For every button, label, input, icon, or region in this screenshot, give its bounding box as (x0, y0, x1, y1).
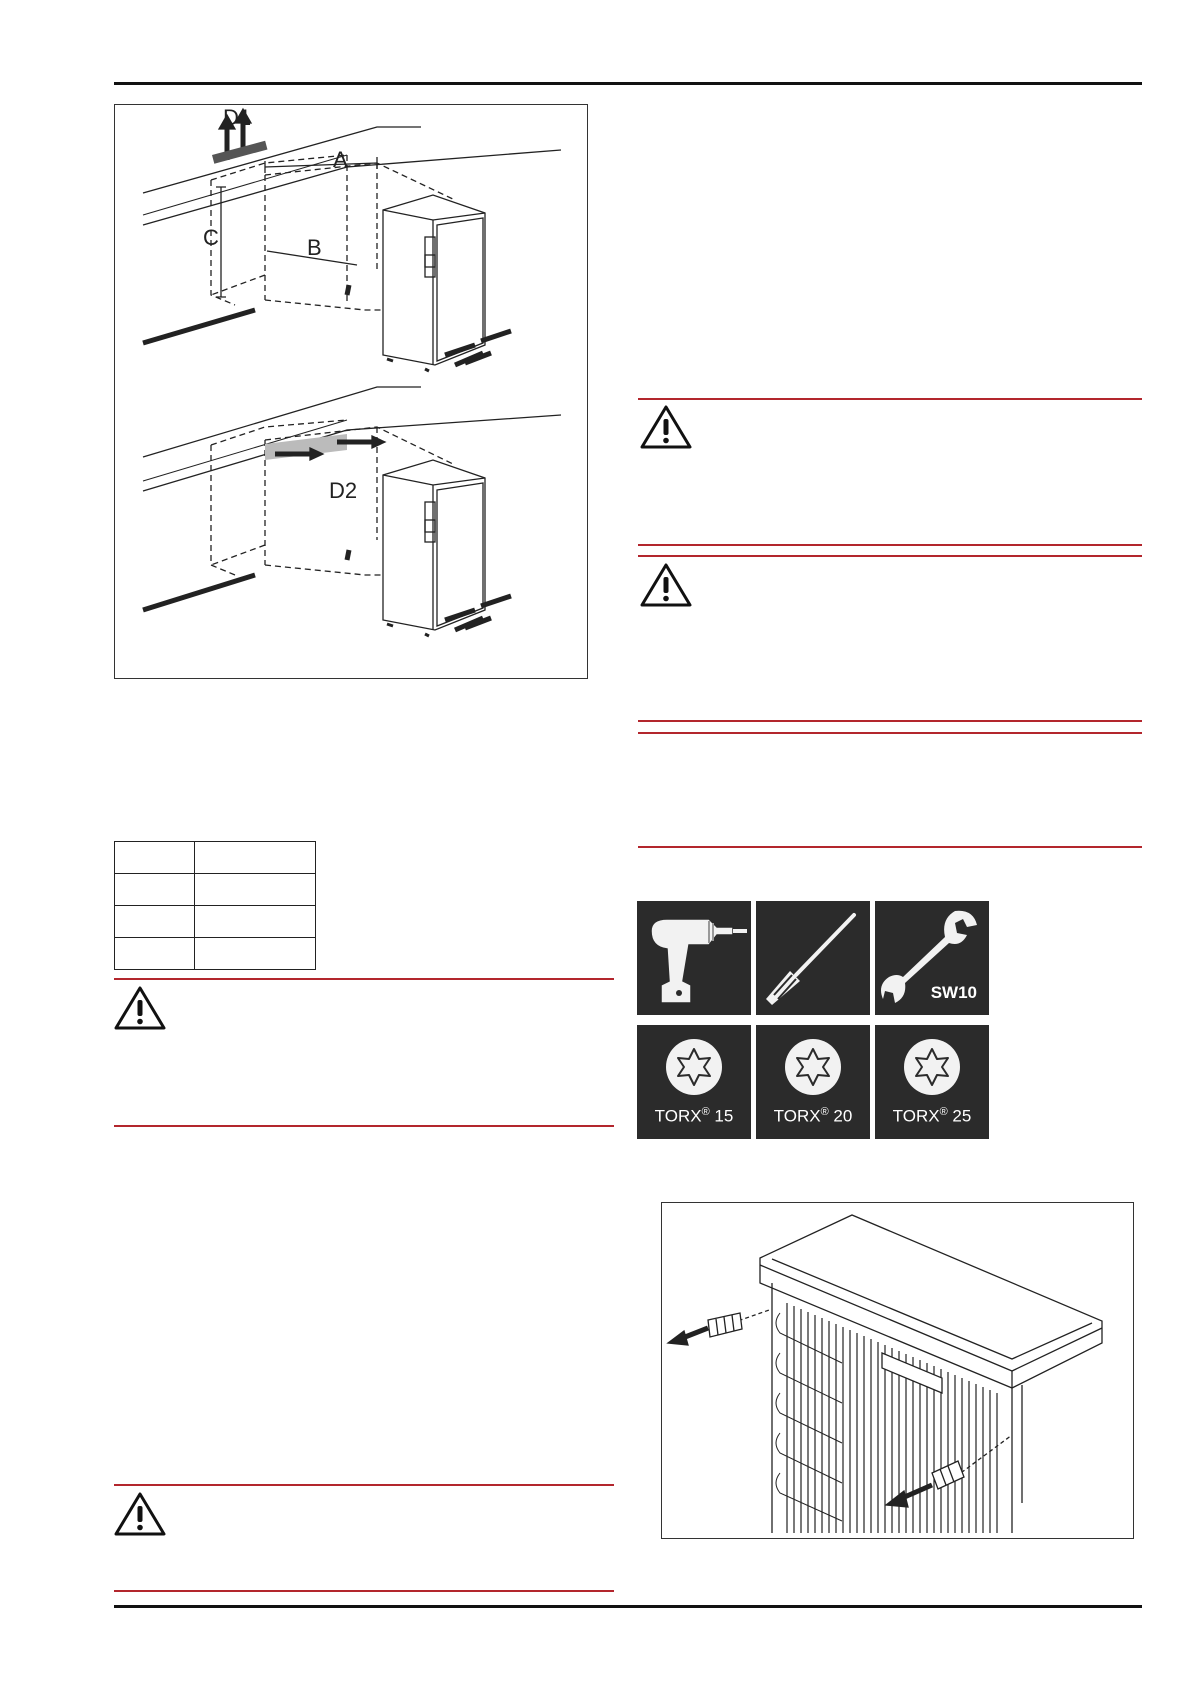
installation-drawing (115, 105, 587, 678)
top-rule (114, 82, 1142, 85)
tool-wrench-label: SW10 (930, 983, 977, 1002)
warning-2-bottom-rule (114, 1590, 614, 1592)
screw-removal-figure (661, 1202, 1134, 1539)
dimension-table (114, 841, 316, 970)
warning-3-top-rule (638, 398, 1142, 400)
warning-triangle-icon (114, 985, 166, 1031)
warning-1-top-rule (114, 978, 614, 980)
tool-torx-15 (637, 1025, 751, 1139)
label-b: B (307, 235, 322, 260)
warning-triangle-icon (640, 404, 692, 450)
table-cell-label (115, 874, 195, 906)
table-cell-label (115, 842, 195, 874)
screw-removal-drawing (662, 1203, 1133, 1538)
label-c: C (203, 225, 219, 250)
warning-triangle-icon (114, 1491, 166, 1537)
drill-icon (637, 901, 751, 1015)
label-a: A (333, 147, 348, 172)
tool-drill (637, 901, 751, 1015)
tool-torx-20 (756, 1025, 870, 1139)
notice-top-rule (638, 732, 1142, 734)
installation-figure (114, 104, 588, 679)
table-cell-value (195, 874, 316, 906)
table-row (115, 906, 316, 938)
table-row (115, 938, 316, 970)
tool-wrench (875, 901, 989, 1015)
table-cell-value (195, 906, 316, 938)
label-d2: D2 (329, 478, 358, 503)
table-row (115, 874, 316, 906)
warning-4-bottom-rule (638, 720, 1142, 722)
table-cell-label (115, 906, 195, 938)
warning-1-bottom-rule (114, 1125, 614, 1127)
notice-bottom-rule (638, 846, 1142, 848)
table-cell-label (115, 938, 195, 970)
tool-torx-15-label: TORX® 15 (654, 1106, 734, 1126)
tool-torx-20-label: TORX® 20 (773, 1106, 853, 1126)
table-row (115, 842, 316, 874)
tool-screwdriver (756, 901, 870, 1015)
table-cell-value (195, 842, 316, 874)
screwdriver-icon (756, 901, 870, 1015)
tool-torx-25 (875, 1025, 989, 1139)
tool-torx-25-label: TORX® 25 (892, 1106, 972, 1126)
table-cell-value (195, 938, 316, 970)
warning-3-bottom-rule (638, 544, 1142, 546)
label-d1: D1 (223, 105, 252, 130)
warning-4-top-rule (638, 555, 1142, 557)
warning-2-top-rule (114, 1484, 614, 1486)
warning-triangle-icon (640, 562, 692, 608)
bottom-rule (114, 1605, 1142, 1608)
